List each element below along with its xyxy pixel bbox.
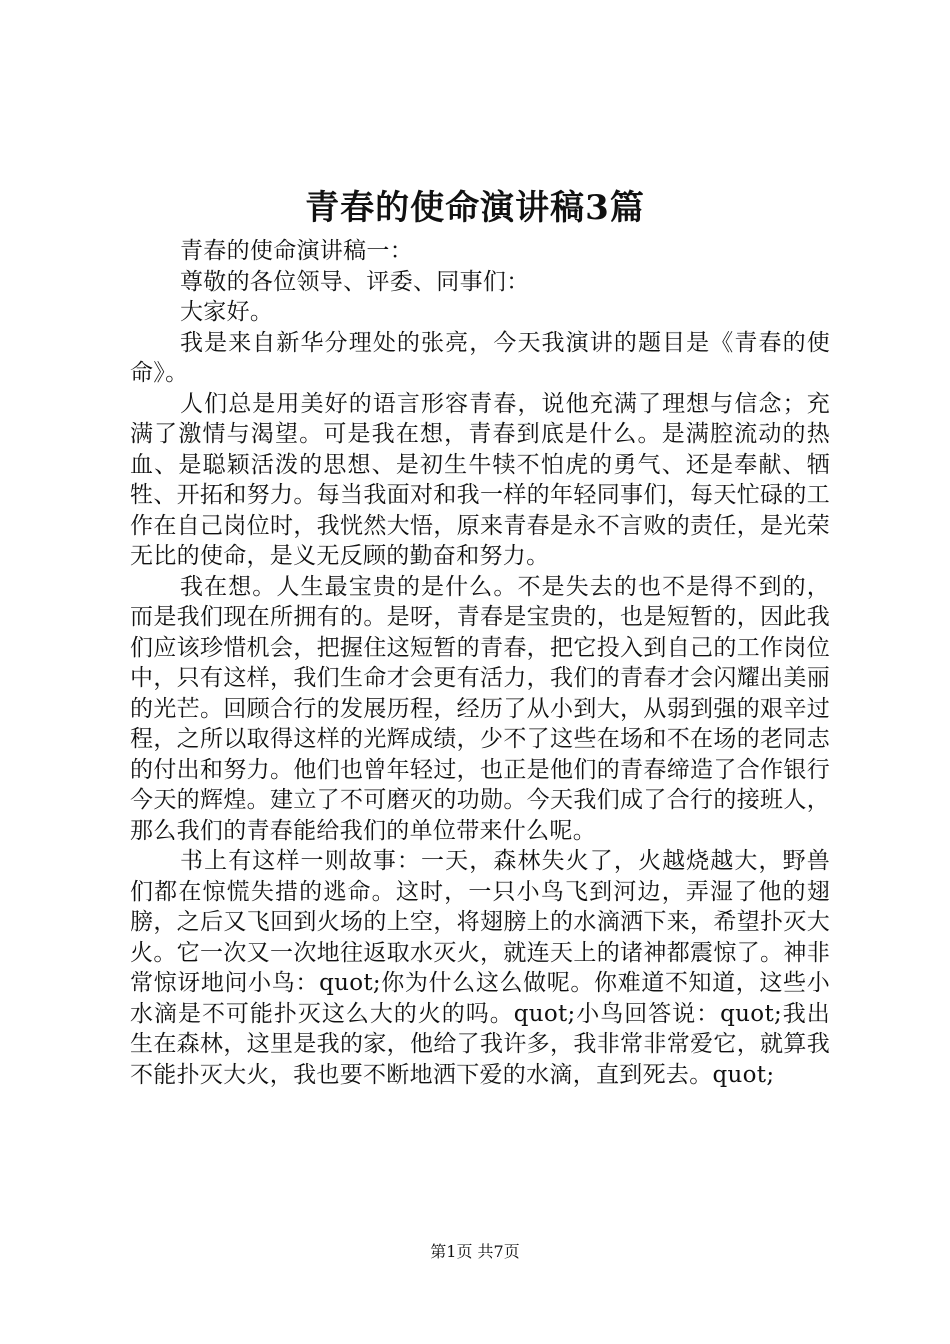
paragraph-body-1: 人们总是用美好的语言形容青春，说他充满了理想与信念；充满了激情与渴望。可是我在想，青春到底是什么。是满腔流动的热血、是聪颖活泼的思想、是初生牛犊不怕虎的勇气、还是奉献、牺牲、开拓和努力。每当我面对和我一样的年轻同事们，每天忙碌的工作在自己岗位时，我恍然大悟，原来青春是永不言败的责任，是光荣无比的使命，是义无反顾的勤奋和努力。: [130, 390, 830, 569]
paragraph-body-3: 书上有这样一则故事：一天，森林失火了，火越烧越大，野兽们都在惊慌失措的逃命。这时，一只小鸟飞到河边，弄湿了他的翅膀，之后又飞回到火场的上空，将翅膀上的水滴洒下来，希望扑灭大火。它一次又一次地往返取水灭火，就连天上的诸神都震惊了。神非常惊讶地问小鸟：quot;你为什么这么做呢。你难道不知道，这些小水滴是不可能扑灭这么大的火的吗。quot;小鸟回答说：quot;我出生在森林，这里是我的家，他给了我许多，我非常非常爱它，就算我不能扑灭大火，我也要不断地洒下爱的水滴，直到死去。quot;: [130, 848, 830, 1088]
page-number-footer: 第1页 共7页: [430, 1242, 520, 1261]
paragraph-body-2: 我在想。人生最宝贵的是什么。不是失去的也不是得不到的，而是我们现在所拥有的。是呀，青春是宝贵的，也是短暂的，因此我们应该珍惜机会，把握住这短暂的青春，把它投入到自己的工作岗位中，只有这样，我们生命才会更有活力，我们的青春才会闪耀出美丽的光芒。回顾合行的发展历程，经历了从小到大，从弱到强的艰辛过程，之所以取得这样的光辉成绩，少不了这些在场和不在场的老同志的付出和努力。他们也曾年轻过，也正是他们的青春缔造了合作银行今天的辉煌。建立了不可磨灭的功勋。今天我们成了合行的接班人，那么我们的青春能给我们的单位带来什么呢。: [130, 573, 830, 844]
paragraph-greeting: 大家好。: [180, 299, 274, 325]
document-title: 青春的使命演讲稿3篇: [305, 188, 645, 228]
paragraph-introduction: 我是来自新华分理处的张亮，今天我演讲的题目是《青春的使命》。: [130, 329, 830, 386]
paragraph-salutation: 尊敬的各位领导、评委、同事们：: [180, 268, 530, 295]
document-body: [130, 236, 830, 1090]
paragraph-speech-heading: 青春的使命演讲稿一：: [180, 238, 413, 264]
